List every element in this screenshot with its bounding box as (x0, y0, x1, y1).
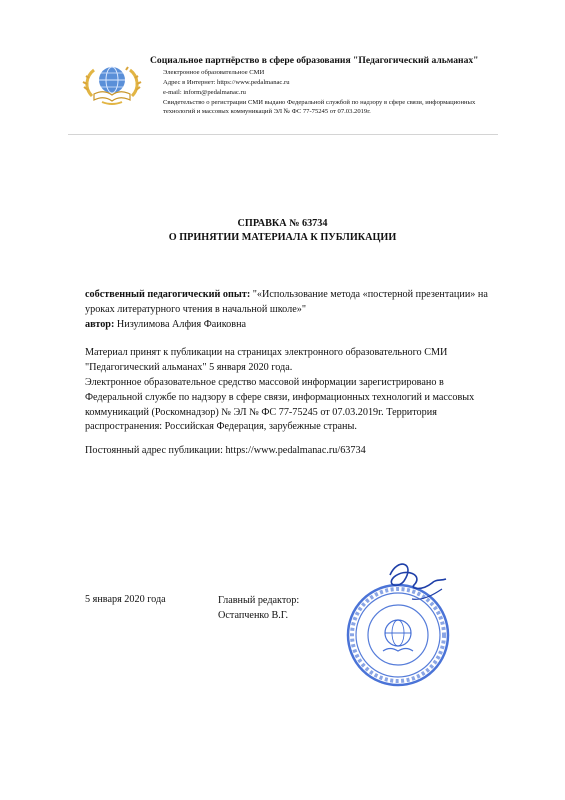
work-title: "«Использование метода «постерной презентации» на уроках литературного чтения в начальной школе»" (85, 289, 488, 315)
media-type: Электронное образовательное СМИ (163, 69, 265, 76)
official-seal (328, 555, 463, 690)
issue-date: 5 января 2020 года (85, 594, 166, 605)
organization-name: Социальное партнёрство в сфере образования "Педагогический альманах" (150, 55, 479, 66)
publication-info (85, 288, 495, 332)
acceptance-text: Материал принят к публикации на страницах электронного образовательного СМИ "Педагогический альманах" 5 января 2020 года. (85, 347, 448, 373)
chief-editor-block (218, 594, 299, 624)
certificate-line-1: Свидетельство о регистрации СМИ выдано Федеральной службой по надзору в сфере связи, информационных (163, 99, 476, 106)
contact-email: e-mail: inform@pedalmanac.ru (163, 89, 246, 96)
header-divider (68, 134, 498, 135)
editor-name: Остапченко В.Г. (218, 609, 289, 621)
certificate-line-2: технологий и массовых коммуникаций ЭЛ № ФС 77-75245 от 07.03.2019г. (163, 108, 371, 115)
registration-text: Электронное образовательное средство массовой информации зарегистрировано в Федеральной службе по надзору в сфере связи, информационных технологий и массовых коммуникаций (Роскомнадзор) № ЭЛ № ФС 77-75245 от 07.03.2019г. Территория распространения: Российская Федерация, зарубежные страны. (85, 377, 475, 433)
document-title: СПРАВКА № 63734 (237, 218, 328, 229)
work-type-label: собственный педагогический опыт: (85, 289, 251, 300)
website-address: Адрес в Интернет: https://www.pedalmanac.ru (163, 79, 290, 86)
document-subtitle: О ПРИНЯТИИ МАТЕРИАЛА К ПУБЛИКАЦИИ (168, 232, 397, 243)
author-label: автор: (85, 318, 115, 330)
almanac-logo (80, 62, 144, 106)
permanent-address: Постоянный адрес публикации: https://www.pedalmanac.ru/63734 (85, 445, 366, 456)
author-name: Низулимова Алфия Фаиковна (114, 318, 247, 330)
editor-label: Главный редактор: (218, 595, 300, 606)
